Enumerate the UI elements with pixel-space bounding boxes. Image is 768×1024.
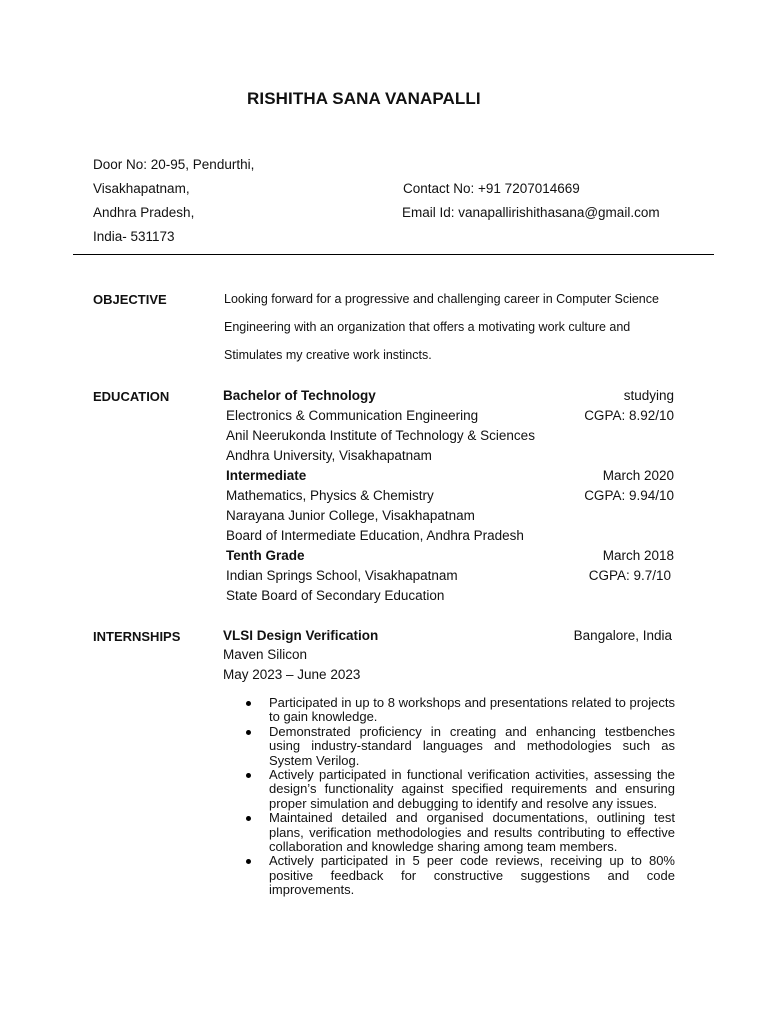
inter-date: March 2020 [602, 468, 674, 483]
tenth-cgpa: CGPA: 9.7/10 [588, 568, 671, 583]
list-item [242, 696, 675, 725]
btech-university: Andhra University, Visakhapatnam [226, 448, 432, 463]
tenth-title: Tenth Grade [226, 548, 305, 563]
btech-branch: Electronics & Communication Engineering [226, 408, 479, 423]
inter-board: Board of Intermediate Education, Andhra Pradesh [226, 528, 524, 543]
bullet-text: Actively participated in functional verification activities, assessing the design’s functionality against specified requirements and ensuring proper simulation and debugging to identify and resolve any issues. [269, 767, 675, 811]
bullet-icon [246, 816, 251, 821]
tenth-board: State Board of Secondary Education [226, 588, 445, 603]
btech-title: Bachelor of Technology [223, 388, 376, 403]
inter-title: Intermediate [226, 468, 307, 483]
btech-cgpa: CGPA: 8.92/10 [584, 408, 674, 423]
bullet-text: Actively participated in 5 peer code reviews, receiving up to 80% positive feedback for constructive suggestions and code improvements. [269, 853, 675, 898]
inter-college: Narayana Junior College, Visakhapatnam [226, 508, 475, 523]
list-item [242, 854, 675, 897]
bullet-icon [246, 730, 251, 735]
candidate-name: RISHITHA SANA VANAPALLI [247, 89, 481, 108]
address-line-2: Visakhapatnam, [93, 181, 190, 196]
objective-heading: OBJECTIVE [93, 292, 167, 307]
bullet-text: Demonstrated proficiency in creating and enhancing testbenches using industry-standard languages and methodologies such as System Verilog. [269, 723, 675, 768]
list-item [242, 725, 675, 768]
bullet-icon [246, 773, 251, 778]
header-divider [73, 254, 714, 255]
objective-line-2: Engineering with an organization that offers a motivating work culture and [224, 320, 631, 334]
tenth-school: Indian Springs School, Visakhapatnam [226, 568, 458, 583]
bullet-icon [246, 859, 251, 864]
bullet-icon [246, 701, 251, 706]
internship-title: VLSI Design Verification [223, 628, 379, 643]
btech-status: studying [623, 388, 674, 403]
internship-period: May 2023 – June 2023 [223, 667, 361, 682]
list-item [242, 768, 675, 811]
bullet-text: Maintained detailed and organised documentations, outlining test plans, verification methodologies and results contributing to effective collaboration and knowledge sharing among team members. [269, 810, 675, 855]
objective-line-3: Stimulates my creative work instincts. [224, 348, 432, 362]
inter-cgpa: CGPA: 9.94/10 [584, 488, 674, 503]
tenth-date: March 2018 [602, 548, 674, 563]
bullet-text: Participated in up to 8 workshops and presentations related to projects to gain knowledge. [269, 695, 675, 725]
address-line-1: Door No: 20-95, Pendurthi, [93, 157, 255, 172]
internships-heading: INTERNSHIPS [93, 629, 181, 644]
contact-email: Email Id: vanapallirishithasana@gmail.com [402, 205, 660, 220]
objective-line-1: Looking forward for a progressive and challenging career in Computer Science [224, 292, 659, 306]
internship-company: Maven Silicon [223, 647, 308, 662]
btech-college: Anil Neerukonda Institute of Technology & Sciences [226, 428, 535, 443]
internship-bullet-list [242, 696, 675, 898]
list-item [242, 811, 675, 854]
address-line-3: Andhra Pradesh, [93, 205, 195, 220]
education-heading: EDUCATION [93, 389, 170, 404]
address-line-4: India- 531173 [93, 229, 175, 244]
inter-subjects: Mathematics, Physics & Chemistry [226, 488, 434, 503]
contact-phone: Contact No: +91 7207014669 [403, 181, 580, 196]
internship-location: Bangalore, India [573, 628, 672, 643]
